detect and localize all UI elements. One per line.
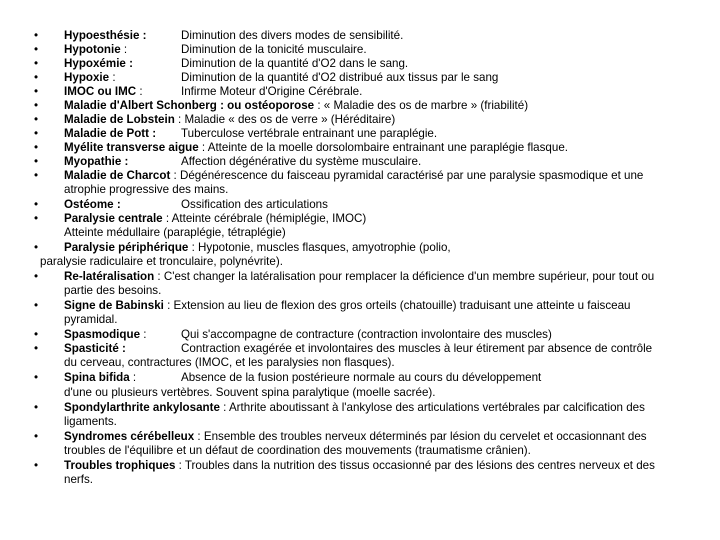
list-item: [0, 401, 720, 429]
term: Hypoxémie :: [64, 57, 133, 70]
term: Maladie d'Albert Schonberg : ou ostéoporose: [64, 99, 315, 112]
definition: : Troubles dans la nutrition des tissus occasionné par des lésions des centres nerveux et des nerfs.: [64, 459, 655, 486]
term: IMOC ou IMC: [64, 85, 137, 98]
term: Re-latéralisation: [64, 270, 155, 283]
list-item: [0, 270, 720, 298]
list-item: [0, 71, 720, 85]
list-item: [0, 212, 720, 226]
bullet: •: [34, 43, 39, 56]
bullet: •: [34, 71, 39, 84]
list-item: [0, 459, 720, 487]
bullet: •: [34, 371, 39, 384]
term: Myélite transverse aigue: [64, 141, 199, 154]
definition: Diminution de la tonicité musculaire.: [181, 43, 367, 56]
definition: : Arthrite aboutissant à l'ankylose des articulations vertébrales par calcification des ligaments.: [64, 401, 645, 428]
term: Myopathie :: [64, 155, 129, 168]
definition-continuation: paralysie radiculaire et tronculaire, polynévrite).: [40, 255, 283, 268]
definition: Diminution de la quantité d'O2 dans le sang.: [181, 57, 409, 70]
definition-continuation: d'une ou plusieurs vertèbres. Souvent spina paralytique (moelle sacrée).: [64, 386, 436, 399]
definition: : Ensemble des troubles nerveux déterminés par lésion du cervelet et occasionnant des troubles de l'équilibre et un défaut de coordination des mouvements (traumatisme crânien).: [64, 430, 647, 457]
list-item: [0, 328, 720, 342]
term: Syndromes cérébelleux: [64, 430, 195, 443]
bullet: •: [34, 198, 39, 211]
definition: Absence de la fusion postérieure normale au cours du développement: [181, 371, 542, 384]
definition: : C'est changer la latéralisation pour remplacer la déficience d'un membre supérieur, pour tout ou partie des besoins.: [64, 270, 655, 297]
bullet: •: [34, 99, 39, 112]
term: Signe de Babinski: [64, 299, 164, 312]
definition: Qui s'accompagne de contracture (contraction involontaire des muscles): [181, 328, 552, 341]
list-item: [0, 430, 720, 458]
list-item: [0, 29, 720, 43]
glossary-list: [0, 29, 720, 487]
bullet: •: [34, 155, 39, 168]
bullet: •: [34, 127, 39, 140]
term: Maladie de Lobstein: [64, 113, 175, 126]
separator: :: [136, 85, 143, 98]
bullet: •: [34, 459, 39, 472]
term: Ostéome :: [64, 198, 121, 211]
term: Troubles trophiques: [64, 459, 176, 472]
list-item: [0, 342, 720, 356]
term: Hypoesthésie :: [64, 29, 147, 42]
definition: : Maladie « des os de verre » (Héréditaire): [174, 113, 396, 126]
bullet: •: [34, 29, 39, 42]
separator: :: [109, 71, 116, 84]
definition: : Dégénérescence du faisceau pyramidal caractérisé par une paralysie spasmodique et une atrophie progressive des mains.: [64, 169, 644, 196]
definition: : Atteinte de la moelle dorsolombaire entrainant une paraplégie flasque.: [198, 141, 568, 154]
separator: :: [120, 43, 128, 56]
bullet: •: [34, 401, 39, 414]
definition: Tuberculose vertébrale entrainant une paraplégie.: [181, 127, 438, 140]
list-item: [0, 57, 720, 71]
definition: Diminution des divers modes de sensibilité.: [181, 29, 404, 42]
list-item: [0, 299, 720, 327]
list-item: [0, 155, 720, 169]
definition: : Atteinte cérébrale (hémiplégie, IMOC): [162, 212, 367, 225]
list-item: [0, 85, 720, 99]
bullet: •: [34, 299, 39, 312]
list-item: [0, 43, 720, 57]
definition: : Extension au lieu de flexion des gros orteils (chatouille) traduisant une atteinte u faisceau pyramidal.: [64, 299, 631, 326]
definition: Infirme Moteur d'Origine Cérébrale.: [181, 85, 363, 98]
bullet: •: [34, 430, 39, 443]
list-item: [0, 141, 720, 155]
definition: : Hypotonie, muscles flasques, amyotrophie (polio,: [188, 241, 451, 254]
term: Spondylarthrite ankylosante: [64, 401, 220, 414]
term: Hypoxie: [64, 71, 110, 84]
bullet: •: [34, 169, 39, 182]
definition-continuation: du cerveau, contractures (IMOC, et les paralysies non flasques).: [64, 356, 395, 369]
bullet: •: [34, 270, 39, 283]
bullet: •: [34, 113, 39, 126]
definition: : « Maladie des os de marbre » (friabilité): [314, 99, 529, 112]
bullet: •: [34, 57, 39, 70]
bullet: •: [34, 328, 39, 341]
list-item: [0, 169, 720, 197]
definition: Ossification des articulations: [181, 198, 328, 211]
separator: :: [129, 371, 137, 384]
list-item: [0, 198, 720, 212]
term: Paralysie centrale: [64, 212, 163, 225]
definition: Contraction exagérée et involontaires des muscles à leur étirement par absence de contrôle: [181, 342, 653, 355]
bullet: •: [34, 241, 39, 254]
definition: Diminution de la quantité d'O2 distribué aux tissus par le sang: [181, 71, 499, 84]
term: Paralysie périphérique: [64, 241, 189, 254]
term: Maladie de Charcot: [64, 169, 171, 182]
term: Spasmodique: [64, 328, 141, 341]
definition-continuation: Atteinte médullaire (paraplégie, tétraplégie): [64, 226, 286, 239]
definition: Affection dégénérative du système musculaire.: [181, 155, 422, 168]
bullet: •: [34, 342, 39, 355]
list-item: [0, 113, 720, 127]
list-item: [0, 241, 720, 255]
list-item: [0, 371, 720, 385]
separator: :: [140, 328, 147, 341]
term: Spina bifida: [64, 371, 130, 384]
bullet: •: [34, 212, 39, 225]
term: Maladie de Pott :: [64, 127, 157, 140]
bullet: •: [34, 141, 39, 154]
bullet: •: [34, 85, 39, 98]
list-item: [0, 127, 720, 141]
list-item: [0, 99, 720, 113]
term: Hypotonie: [64, 43, 121, 56]
term: Spasticité :: [64, 342, 126, 355]
